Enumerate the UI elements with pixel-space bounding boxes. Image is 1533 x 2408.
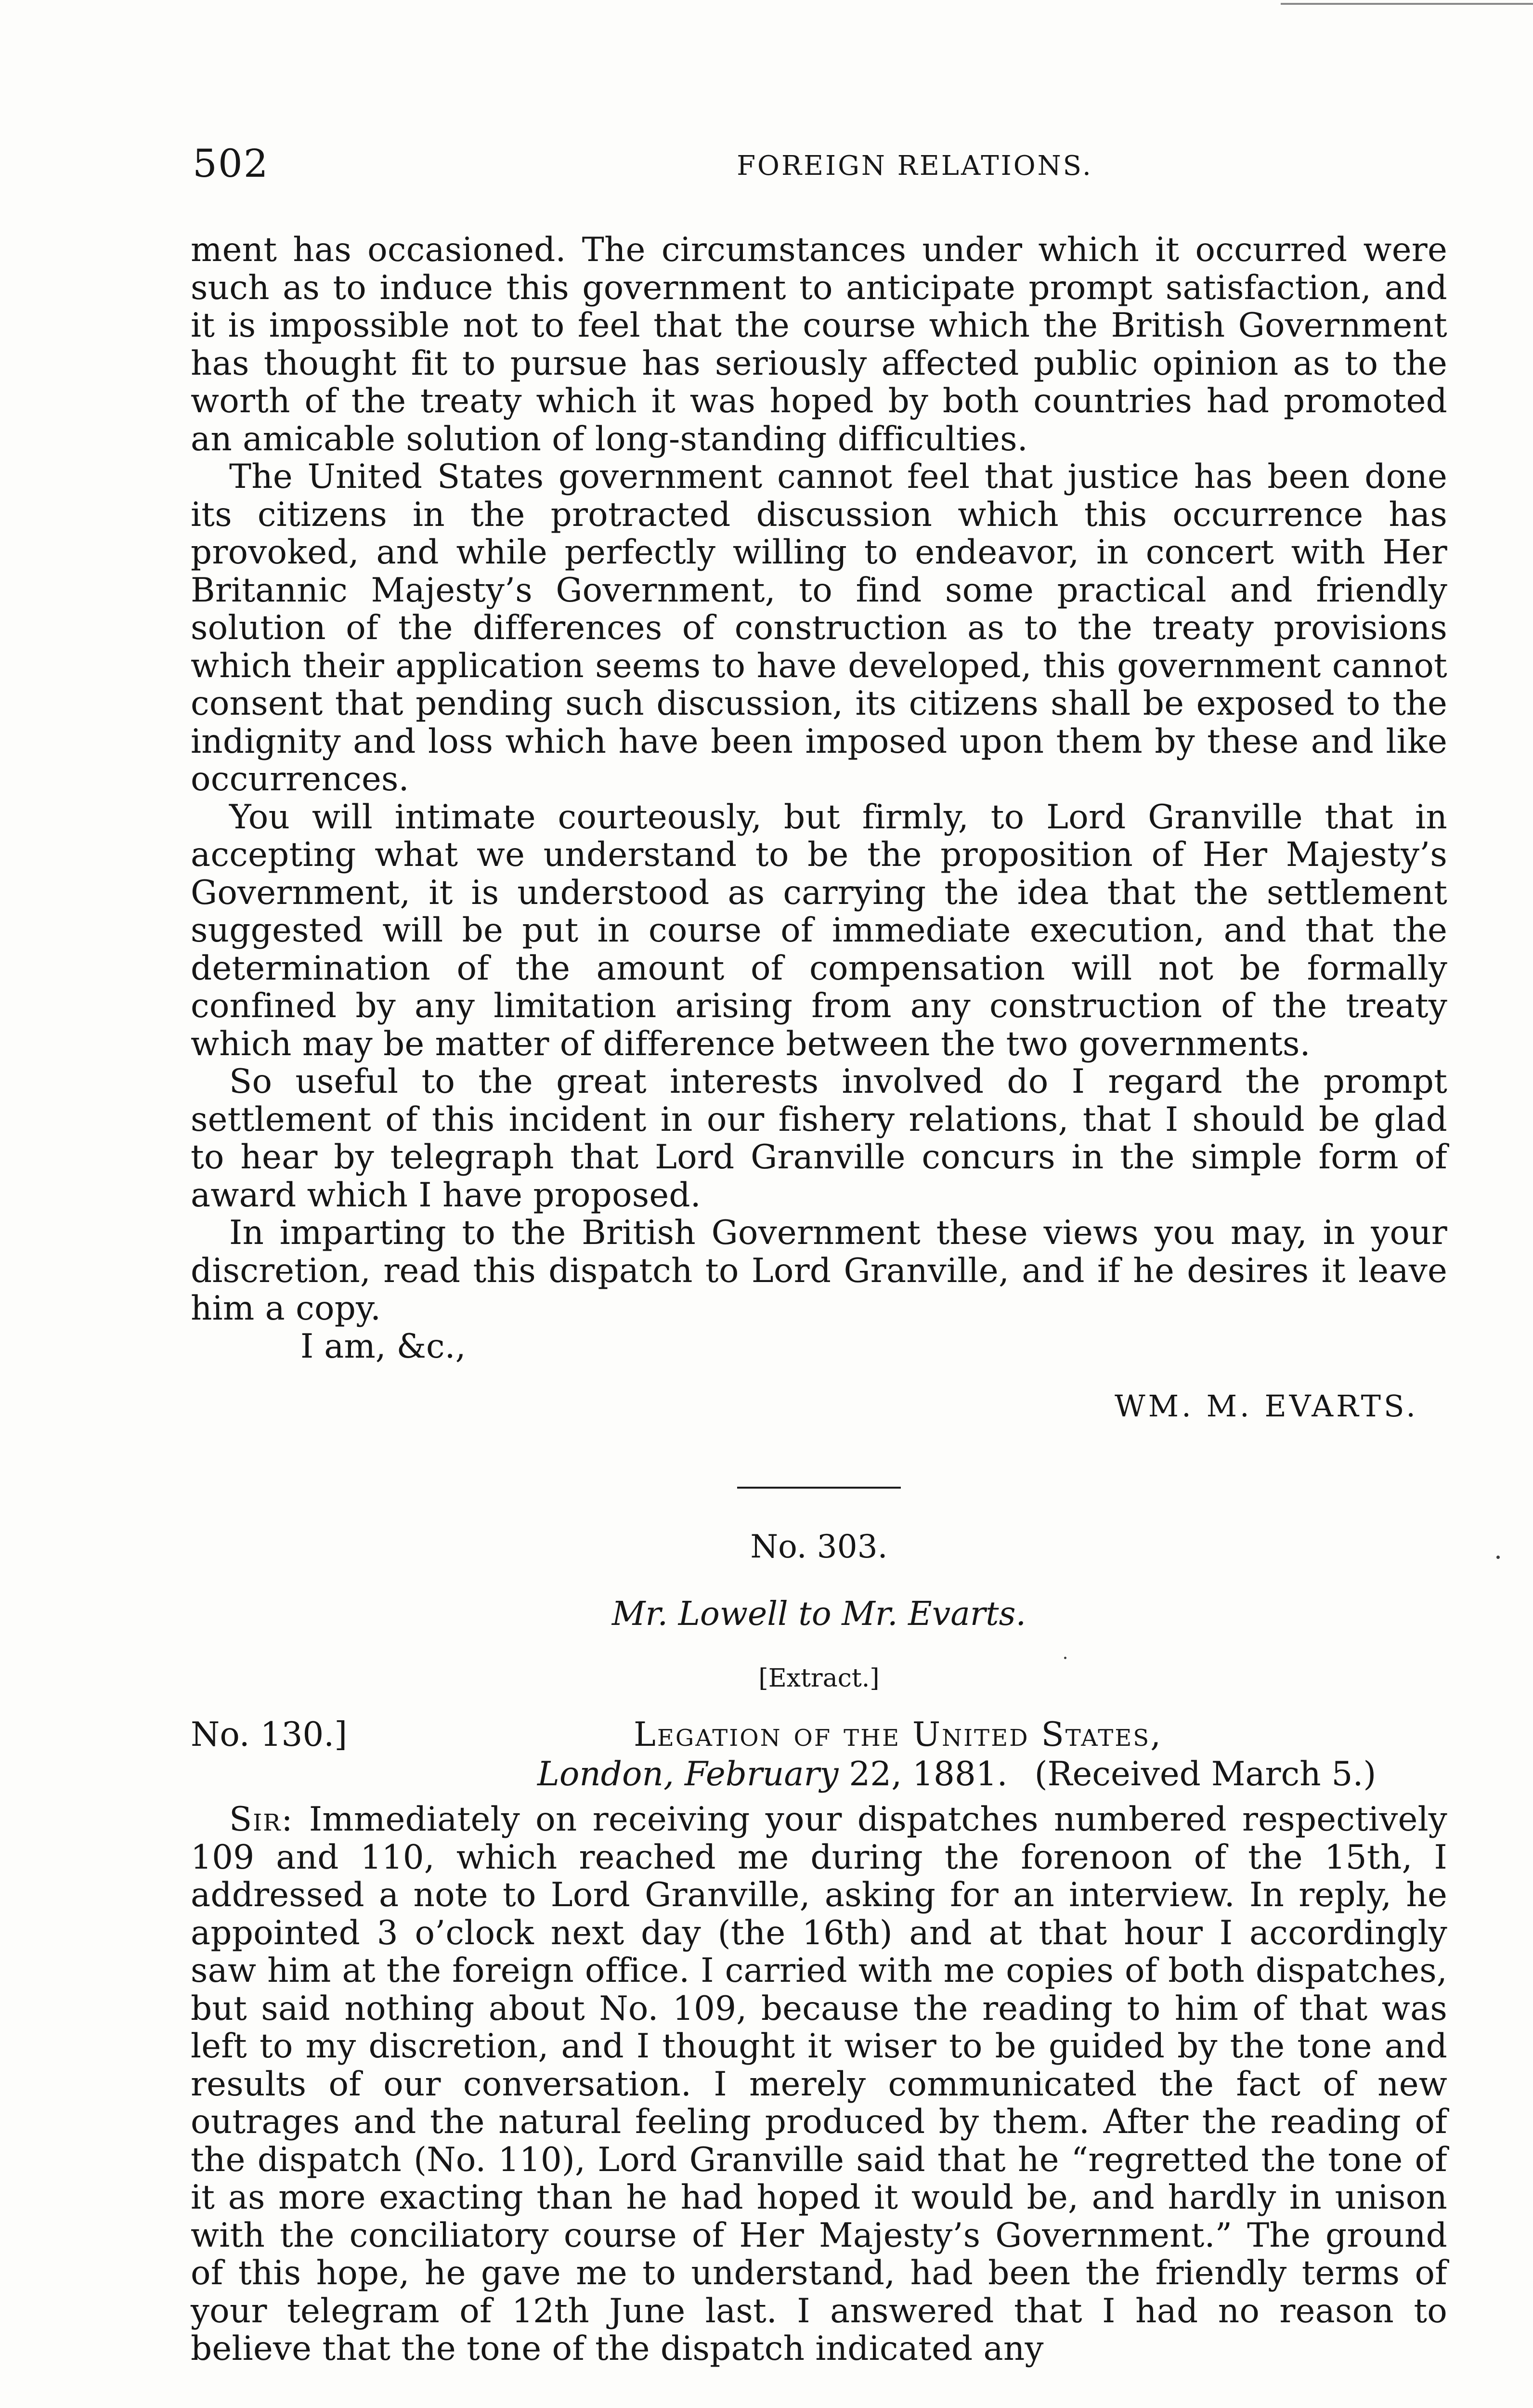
dateline (191, 1716, 1447, 1797)
body-paragraph: So useful to the great interests involved do I regard the prompt settlement of this incident in our fishery relations, that I should be glad to hear by telegraph that Lord Granville concurs in the simple form of award which I have proposed. (191, 1062, 1447, 1215)
legation-heading: Legation of the United States, (634, 1715, 1163, 1754)
complimentary-close: I am, &c., (300, 1327, 466, 1366)
received-date: (Received March 5.) (1034, 1755, 1377, 1793)
section-divider (737, 1487, 901, 1489)
letter-body (191, 1801, 1447, 2368)
extract-note: [Extract.] (758, 1664, 880, 1693)
text-column (191, 231, 1447, 2368)
running-head: FOREIGN RELATIONS. (737, 150, 1093, 182)
date-row (537, 1755, 1376, 1793)
date-year: 22, 1881. (849, 1755, 1008, 1793)
document-title: Mr. Lowell to Mr. Evarts. (611, 1595, 1026, 1633)
salutation: Sir: (229, 1800, 294, 1839)
body-paragraph: ment has occasioned. The circumstances under which it occurred were such as to induce this government to anticipate prompt satisfaction, and it is impossible not to feel that the course which the British Government has thought fit to pursue has seriously affected public opinion as to the worth of the treaty which it was hoped by both countries had promoted an amicable solution of long-standing difficulties. (191, 231, 1447, 458)
dispatch-number: No. 130.] (191, 1715, 348, 1754)
page-number: 502 (193, 141, 269, 186)
body-paragraph: The United States government cannot feel that justice has been done its citizens in the protracted discussion which this occurrence has provoked, and while perfectly willing to endeavor, in concert with Her Britannic Majesty’s Government, to find some practical and friendly solution of the differences of construction as to the treaty provisions which their application seems to have developed, this government cannot consent that pending such discussion, its citizens shall be exposed to the indignity and loss which have been imposed upon them by these and like occurrences. (191, 458, 1447, 798)
scan-edge-line (1281, 3, 1533, 5)
body-paragraph: You will intimate courteously, but firmly, to Lord Granville that in accepting what we understand to be the proposition of Her Majesty’s Government, it is understood as carrying the idea that the settlement suggested will be put in course of immediate execution, and that the determination of the amount of compensation will not be formally confined by any limitation arising from any construction of the treaty which may be matter of difference between the two governments. (191, 798, 1447, 1063)
body-paragraph: In imparting to the British Government these views you may, in your discretion, read this dispatch to Lord Granville, and if he desires it leave him a copy. (191, 1214, 1447, 1328)
signature: WM. M. EVARTS. (1114, 1388, 1418, 1424)
scan-speck (1496, 1556, 1500, 1559)
document-number: No. 303. (750, 1528, 888, 1565)
place-date: London, February (537, 1755, 839, 1793)
letter-body-text: Immediately on receiving your dispatches numbered respectively 109 and 110, which reached me during the forenoon of the 15th, I addressed a note to Lord Granville, asking for an interview. In reply, he appointed 3 o’clock next day (the 16th) and at that hour I accordingly saw him at the foreign office. I carried with me copies of both dispatches, but said nothing about No. 109, because the reading to him of that was left to my discretion, and I thought it wiser to be guided by the tone and results of our conversation. I merely communicated the fact of new outrages and the natural feeling produced by them. After the reading of the dispatch (No. 110), Lord Granville said that he “regretted the tone of it as more exacting than he had hoped it would be, and hardly in unison with the conciliatory course of Her Majesty’s Government.” The ground of this hope, he gave me to understand, had been the friendly terms of your telegram of 12th June last. I answered that I had no reason to believe that the tone of the dispatch indicated any (191, 1800, 1447, 2368)
page-header (193, 137, 1444, 190)
scan-speck (1064, 1657, 1066, 1659)
